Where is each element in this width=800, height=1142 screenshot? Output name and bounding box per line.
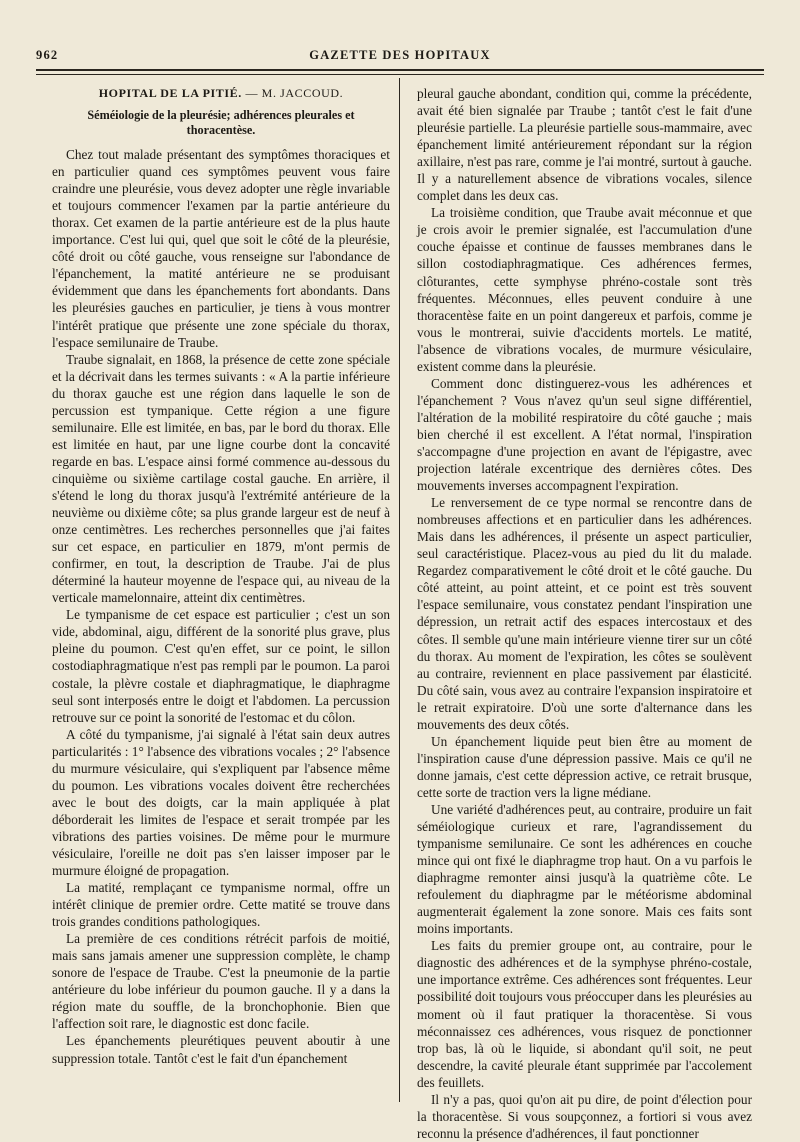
- author-name: M. JACCOUD.: [261, 86, 344, 100]
- header-rule-thick: [36, 69, 764, 71]
- paragraph: Il n'y a pas, quoi qu'on ait pu dire, de point d'élection pour la thoracentèse. Si vous soupçonnez, a fortiori si vous avez reconnu la présence d'adhérences, il faut ponctionner: [417, 1091, 752, 1141]
- paragraph: Comment donc distinguerez-vous les adhérences et l'épanchement ? Vous n'avez qu'un seul signe différentiel, l'altération de la mobilité respiratoire du côté gauche ; mais bien cherché il est excellent. A l'état normal, l'inspiration s'accompagne d'une projection en avant de l'épigastre, avec projection latérale excentrique des dernières côtes. Des mouvements inverses accompagnent l'expiration.: [417, 375, 752, 494]
- paragraph: Les faits du premier groupe ont, au contraire, pour le diagnostic des adhérences et de la symphyse phréno-costale, une importance extrême. Ces adhérences sont fréquentes. Leur possibilité doit toujours vous préoccuper dans les pleurésies au moment où il faut pratiquer la thoracentèse. Si vous méconnaissez ces adhérences, vous risquez de ponctionner trop bas, là où le liquide, si abondant qu'il soit, ne peut descendre, la cavité pleurale étant supprimée par l'accolement des feuillets.: [417, 938, 752, 1090]
- paragraph: Le tympanisme de cet espace est particulier ; c'est un son vide, abdominal, aigu, différent de la sonorité plus grave, plus pleine du poumon. C'est qu'en effet, sur ce point, le sillon costodiaphragmatique n'est pas rempli par le poumon. La paroi costale, la plèvre costale et diaphragmatique, le diaphragme seul sont interposés entre le doigt et l'abdomen. La percussion retrouve sur ce point la sonorité de l'estomac et du côlon.: [52, 607, 390, 725]
- journal-title: GAZETTE DES HOPITAUX: [309, 48, 491, 62]
- paragraph: A côté du tympanisme, j'ai signalé à l'état sain deux autres particularités : 1° l'absence des vibrations vocales ; 2° l'absence du murmure vésiculaire, qui s'expliquent par l'absence même du poumon. Les vibrations vocales doivent être recherchées avec le bout des doigts, car la main appliquée à plat déborderait les limites de l'espace et serait trompée par les vibrations des parties voisines. De même pour le murmure vésiculaire, l'oreille ne doit pas s'en laisser imposer par le murmure éloigné de propagation.: [52, 726, 390, 879]
- column-divider: [399, 78, 400, 1102]
- paragraph: La troisième condition, que Traube avait méconnue et que je crois avoir le premier signalée, est l'accumulation d'une couche épaisse et continue de fausses membranes dans le sillon costodiaphragmatique. Ces adhérences fermes, clôturantes, cette symphyse phréno-costale sont très fréquentes. Méconnues, elles peuvent conduire à une thoracentèse faite en un point dangereux et parfois, comme je vous le montrerai, suivie d'accidents mortels. Le matité, l'absence de vibrations vocales, de murmure vésiculaire, existent comme dans la pleurésie.: [417, 205, 752, 374]
- page-number: 962: [36, 48, 59, 62]
- paragraph-continued: pleural gauche abondant, condition qui, comme la précédente, avait été bien signalée par Traube ; tantôt c'est le fait d'une pleurésie partielle. La pleurésie partielle sous-mammaire, avec épanchement limité antérieurement répondant sur la région axillaire, n'est pas rare, comme je l'ai montré, surtout à gauche. Il y a naturellement absence de vibrations vocales, silence complet dans les deux cas.: [417, 86, 752, 204]
- paragraph: Traube signalait, en 1868, la présence de cette zone spéciale et la décrivait dans les termes suivants : « A la partie inférieure du thorax gauche est une région dans laquelle le son de percussion est tympanique. Cette région a une figure semilunaire. Elle est limitée, en bas, par le bord du thorax. Elle est limitée en haut, par une ligne courbe dont la concavité regarde en bas. L'espace ainsi formé commence au-dessous du cinquième ou sixième cartilage costal gauche. En arrière, il s'étend le long du thorax jusqu'à l'extrémité antérieure de la neuvième ou dixième côte; sa plus grande largeur est de neuf à onze centimètres. Les recherches personnelles que j'ai faites sur cet espace, en particulier en 1879, m'ont permis de confirmer, en tout, la description de Traube. J'ai de plus déterminé la hauteur moyenne de l'espace qui, au niveau de la verticale mamelonnaire, atteint dix centimètres.: [52, 351, 390, 606]
- heading-separator: —: [241, 86, 262, 100]
- article-title: Séméiologie de la pleurésie; adhérences pleurales et thoracentèse.: [87, 108, 355, 138]
- paragraph: La première de ces conditions rétrécit parfois de moitié, mais sans jamais amener une suppression complète, le champ sonore de l'espace de Traube. C'est la pneumonie de la partie antérieure du lobe inférieur du poumon gauche. Il y a dans la région mate du souffle, de la bronchophonie. Bien que l'affection soit rare, le diagnostic est donc facile.: [52, 931, 390, 1032]
- right-column: [417, 85, 752, 1141]
- running-head: [36, 48, 764, 70]
- paragraph: Chez tout malade présentant des symptômes thoraciques et en particulier quand ces symptômes peuvent vous faire craindre une pleurésie, vous devez adopter une règle invariable et toujours commencer l'examen par la partie antérieure du thorax. Cet examen de la partie antérieure est de la plus haute importance. C'est lui qui, quel que soit le côté de la pleurésie, côté droit ou côté gauche, vous renseigne sur l'abondance de l'épanchement, la matité antérieure ne se produisant évidemment que dans les épanchements fort abondants. Dans les pleurésies gauches en particulier, je tiens à vous montrer l'intérêt pratique que présente une zone spéciale du thorax, l'espace semilunaire de Traube.: [52, 147, 390, 350]
- header-rule-thin: [36, 74, 764, 75]
- article-heading: [52, 85, 390, 102]
- paragraph: Les épanchements pleurétiques peuvent aboutir à une suppression totale. Tantôt c'est le fait d'un épanchement: [52, 1033, 390, 1066]
- paragraph: Le renversement de ce type normal se rencontre dans de nombreuses affections et en particulier dans les adhérences. Mais dans les adhérences, il présente un aspect particulier, seul caractéristique. Placez-vous au pied du lit du malade. Regardez comparativement le côté droit et le côté gauche. Du côté atteint, au point atteint, et ce point est très souvent l'espace semilunaire, vous constatez pendant l'inspiration une dépression, un retrait actif des espaces intercostaux et des côtes. Il semble qu'une main intérieure vienne tirer sur un côté du thorax. Au moment de l'expiration, les côtes se soulèvent au contraire, reviennent en place passivement par élasticité. Du côté sain, vous avez au contraire l'expansion inspiratoire et le retrait expiratoire. D'où une sorte d'alternance dans les mouvements des deux côtés.: [417, 495, 752, 732]
- paragraph: Un épanchement liquide peut bien être au moment de l'inspiration cause d'une dépression passive. Mais ce qu'il ne donne jamais, c'est cette dépression active, ce retrait brusque, cette sorte de traction vers la ligne médiane.: [417, 733, 752, 800]
- left-column: [52, 85, 390, 1110]
- paragraph: La matité, remplaçant ce tympanisme normal, offre un intérêt clinique de premier ordre. Cette matité se trouve dans trois grandes conditions pathologiques.: [52, 880, 390, 930]
- paragraph: Une variété d'adhérences peut, au contraire, produire un fait séméiologique curieux et rare, l'agrandissement du tympanisme semilunaire. Ce sont les adhérences en couche mince qui ont fixé le diaphragme trop haut. On a vu parfois le diaphragme remonter ainsi jusqu'à la quatrième côte. Le refoulement du diaphragme par le météorisme abdominal augmenterait également la zone sonore. Mais ces faits sont moins importants.: [417, 801, 752, 937]
- hospital-name: HOPITAL DE LA PITIÉ.: [98, 86, 242, 100]
